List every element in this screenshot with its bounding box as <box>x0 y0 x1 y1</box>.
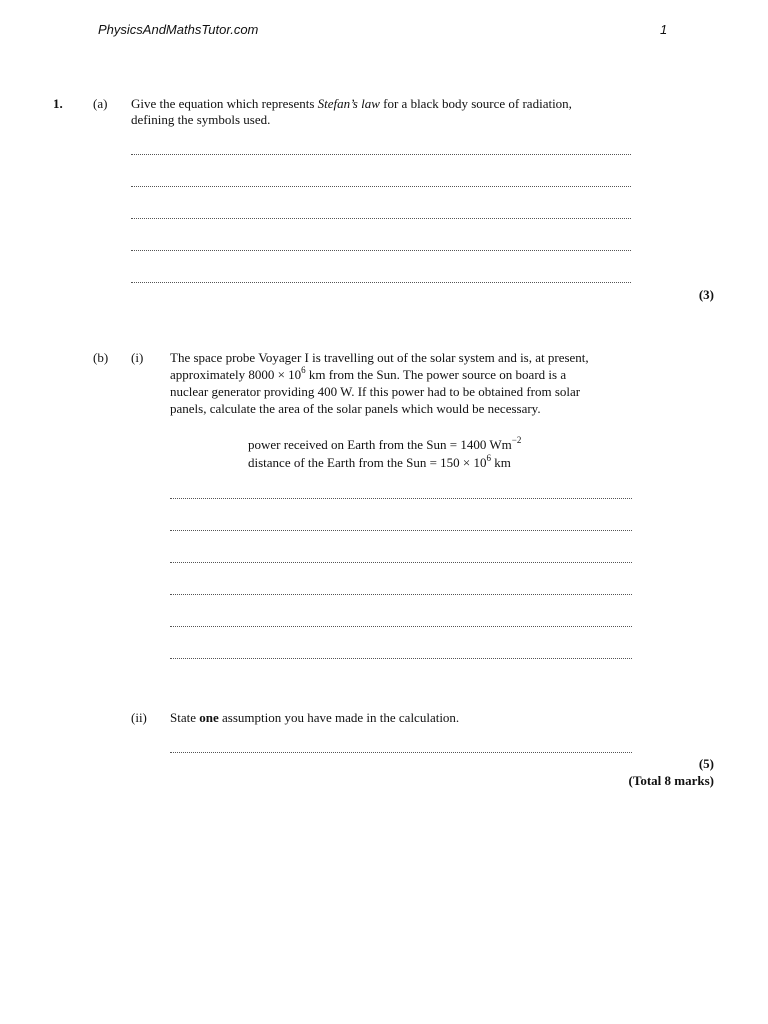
part-b-i-line1: The space probe Voyager I is travelling out of the solar system and is, at present, <box>170 350 589 365</box>
answer-line-b-i-3[interactable] <box>170 562 632 563</box>
answer-line-b-ii-1[interactable] <box>170 752 632 753</box>
part-b-ii-prompt <box>170 709 459 726</box>
answer-line-b-i-6[interactable] <box>170 658 632 659</box>
part-a-text-after: for a black body source of radiation, <box>379 96 572 111</box>
b-i-line2-after: km from the Sun. The power source on board is a <box>305 367 567 382</box>
part-b-marks: (5) <box>698 756 714 771</box>
part-b-label: (b) <box>93 350 109 365</box>
part-b-ii-label: (ii) <box>131 710 147 725</box>
answer-line-a-5[interactable] <box>131 282 631 283</box>
page-number: 1 <box>660 22 668 37</box>
answer-line-b-i-4[interactable] <box>170 594 632 595</box>
part-b-i-line2 <box>170 366 566 383</box>
b-ii-emphasis: one <box>199 710 219 725</box>
part-b-i-label: (i) <box>131 350 144 365</box>
answer-line-b-i-1[interactable] <box>170 498 632 499</box>
given-distance-exponent: 6 <box>486 453 492 463</box>
given-distance-text: distance of the Earth from the Sun = 150 × 10 <box>248 455 487 470</box>
answer-line-b-i-5[interactable] <box>170 626 632 627</box>
total-marks: (Total 8 marks) <box>628 773 714 788</box>
part-a-prompt-line2: defining the symbols used. <box>131 112 271 127</box>
given-power-exponent: −2 <box>511 435 522 445</box>
b-i-line2-exponent: 6 <box>301 365 306 375</box>
given-distance-unit: km <box>491 455 511 470</box>
given-distance <box>248 454 511 471</box>
part-a-marks: (3) <box>698 287 714 302</box>
answer-line-a-2[interactable] <box>131 186 631 187</box>
given-power-text: power received on Earth from the Sun = 1400 Wm <box>248 437 512 452</box>
part-a-label: (a) <box>93 96 108 111</box>
question-number: 1. <box>53 96 63 111</box>
answer-line-b-i-2[interactable] <box>170 530 632 531</box>
stefans-law-term: Stefan’s law <box>317 96 380 111</box>
part-a-prompt-line1 <box>131 95 572 112</box>
part-b-i-line3: nuclear generator providing 400 W. If this power had to be obtained from solar <box>170 384 581 399</box>
answer-line-a-4[interactable] <box>131 250 631 251</box>
b-i-line2-before: approximately 8000 × 10 <box>170 367 302 382</box>
b-ii-text-before: State <box>170 710 200 725</box>
site-name: PhysicsAndMathsTutor.com <box>98 22 259 37</box>
b-ii-text-after: assumption you have made in the calculation. <box>218 710 460 725</box>
part-a-text-before: Give the equation which represents <box>131 96 318 111</box>
part-b-i-line4: panels, calculate the area of the solar panels which would be necessary. <box>170 401 541 416</box>
answer-line-a-1[interactable] <box>131 154 631 155</box>
answer-line-a-3[interactable] <box>131 218 631 219</box>
given-power <box>248 436 521 453</box>
